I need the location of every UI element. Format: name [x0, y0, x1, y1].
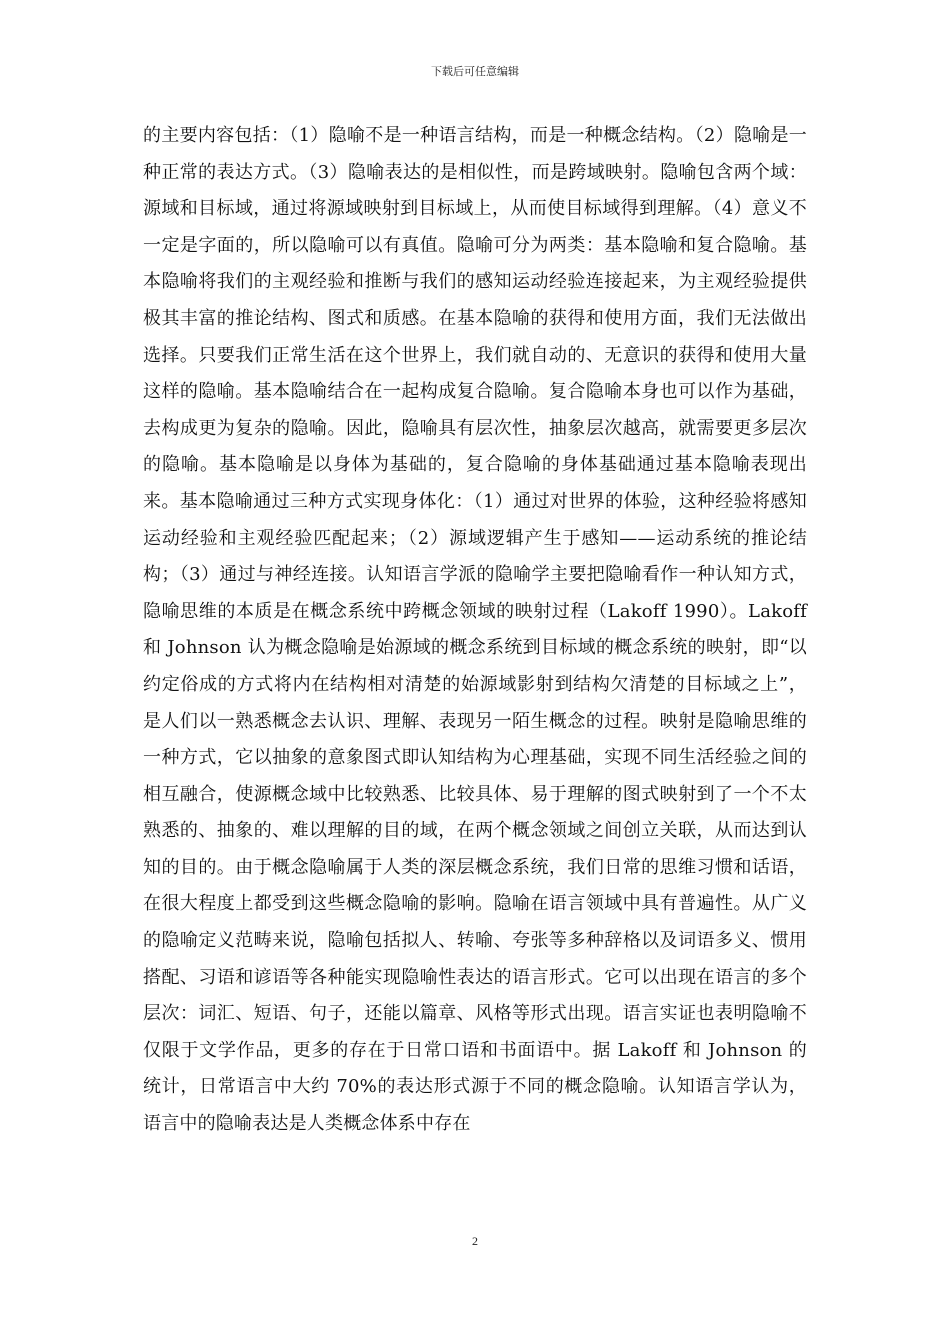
body-paragraph: 的主要内容包括：（1）隐喻不是一种语言结构，而是一种概念结构。（2）隐喻是一种正常的表达方式。（3）隐喻表达的是相似性，而是跨域映射。隐喻包含两个域：源域和目标域，通过将源域映射到目标域上，从而使目标域得到理解。（4）意义不一定是字面的，所以隐喻可以有真值。隐喻可分为两类：基本隐喻和复合隐喻。基本隐喻将我们的主观经验和推断与我们的感知运动经验连接起来，为主观经验提供极其丰富的推论结构、图式和质感。在基本隐喻的获得和使用方面，我们无法做出选择。只要我们正常生活在这个世界上，我们就自动的、无意识的获得和使用大量这样的隐喻。基本隐喻结合在一起构成复合隐喻。复合隐喻本身也可以作为基础，去构成更为复杂的隐喻。因此，隐喻具有层次性，抽象层次越高，就需要更多层次的隐喻。基本隐喻是以身体为基础的，复合隐喻的身体基础通过基本隐喻表现出来。基本隐喻通过三种方式实现身体化：（1）通过对世界的体验，这种经验将感知运动经验和主观经验匹配起来；（2）源域逻辑产生于感知——运动系统的推论结构；（3）通过与神经连接。认知语言学派的隐喻学主要把隐喻看作一种认知方式，隐喻思维的本质是在概念系统中跨概念领域的映射过程（Lakoff 1990）。Lakoff 和 Johnson 认为概念隐喻是始源域的概念系统到目标域的概念系统的映射，即“以约定俗成的方式将内在结构相对清楚的始源域影射到结构欠清楚的目标域之上”，是人们以一熟悉概念去认识、理解、表现另一陌生概念的过程。映射是隐喻思维的一种方式，它以抽象的意象图式即认知结构为心理基础，实现不同生活经验之间的相互融合，使源概念域中比较熟悉、比较具体、易于理解的图式映射到了一个不太熟悉的、抽象的、难以理解的目的域，在两个概念领域之间创立关联，从而达到认知的目的。由于概念隐喻属于人类的深层概念系统，我们日常的思维习惯和话语，在很大程度上都受到这些概念隐喻的影响。隐喻在语言领域中具有普遍性。从广义的隐喻定义范畴来说，隐喻包括拟人、转喻、夸张等多种辞格以及词语多义、惯用搭配、习语和谚语等各种能实现隐喻性表达的语言形式。它可以出现在语言的多个层次：词汇、短语、句子，还能以篇章、风格等形式出现。语言实证也表明隐喻不仅限于文学作品，更多的存在于日常口语和书面语中。据 Lakoff 和 Johnson 的统计，日常语言中大约 70%的表达形式源于不同的概念隐喻。认知语言学认为，语言中的隐喻表达是人类概念体系中存在	[143, 125, 807, 1135]
page-header: 下载后可任意编辑	[431, 65, 519, 78]
page-number: 2	[472, 1234, 478, 1248]
